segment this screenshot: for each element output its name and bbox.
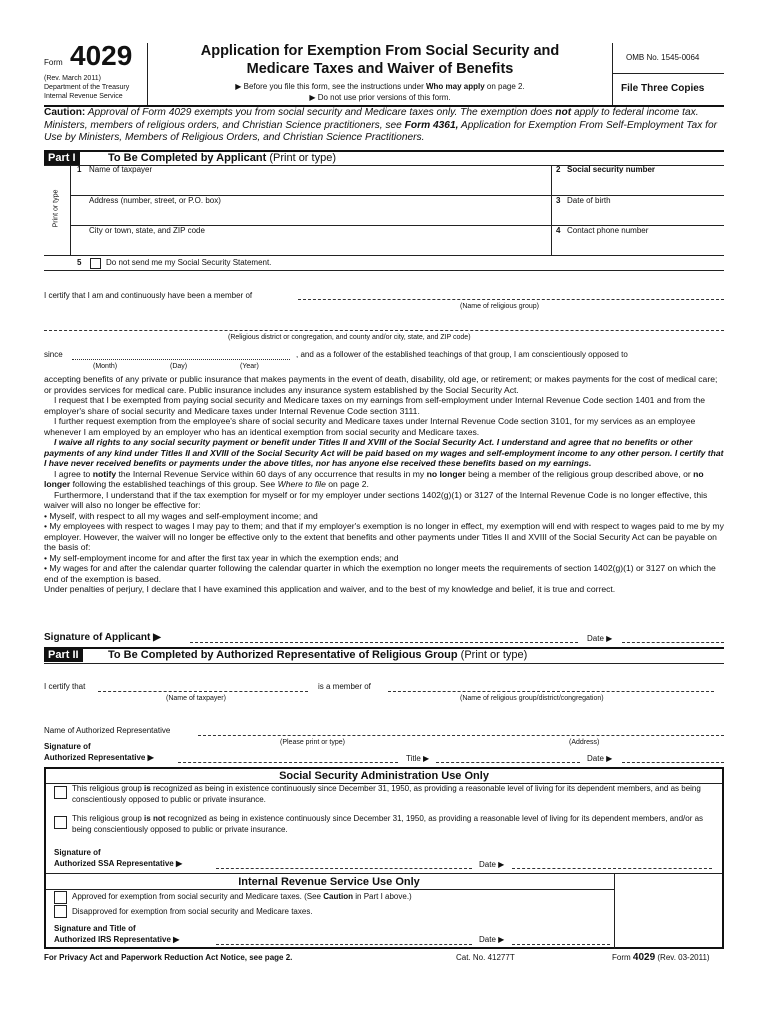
para-notify [44, 469, 724, 490]
part1-body [44, 374, 724, 595]
name-group-caption: (Name of religious group) [460, 303, 539, 310]
irs-date-label: Date ▶ [479, 935, 505, 944]
auth-rep-date-label: Date ▶ [587, 754, 613, 763]
ssa-not-recognized-checkbox[interactable] [54, 816, 67, 829]
privacy-notice: For Privacy Act and Paperwork Reduction Act Notice, see page 2. [44, 953, 293, 962]
irs-approved-checkbox[interactable] [54, 891, 67, 904]
ssn-input[interactable] [556, 176, 722, 194]
name-of-taxpayer-label: Name of taxpayer [89, 165, 153, 174]
part2-name-group-caption: (Name of religious group/district/congregation) [460, 695, 604, 702]
ssa-signature-label-2: Authorized SSA Representative ▶ [54, 859, 183, 868]
notify-c: the Internal Revenue Service within 60 days of any occurrence that results in my [116, 468, 427, 479]
no-ss-statement-label: Do not send me my Social Security Statement. [106, 258, 272, 267]
applicant-date-input[interactable] [622, 642, 724, 643]
para-request-1: I request that I be exempted from paying social security and Medicare taxes on my earnings from self-employment under Internal Revenue Code section 1401 and from the employer's share of social security and Medicare taxes under Internal Revenue Code section 3111. [44, 395, 706, 416]
irs-disapproved-checkbox[interactable] [54, 905, 67, 918]
notify-where-to-file: Where to file [277, 479, 326, 489]
applicant-date-label: Date ▶ [587, 634, 613, 643]
part2-tag: Part II [44, 648, 83, 662]
footer-form-number: 4029 [632, 952, 656, 963]
ssa-opt2-a: This religious group [72, 814, 145, 823]
bullet-wages: • My wages for and after the calendar quarter following the calendar quarter in which the exemption no longer meets the requirements of section 1402(g)(1) or 3127 on which the end of the exemption is based. [44, 563, 716, 584]
omb-number: OMB No. 1545-0064 [626, 53, 700, 62]
para-furthermore: Furthermore, I understand that if the tax exemption for myself or for my employer under sections 1402(g)(1) or 3127 of the Internal Revenue Code is no longer effective, this waiver will also no longer be effective for: [44, 489, 708, 510]
footer-rev: (Rev. 03-2011) [657, 953, 710, 962]
dob-label: Date of birth [567, 196, 611, 205]
ssn-label: Social security number [567, 165, 656, 174]
dob-input[interactable] [556, 206, 722, 224]
caution-part2: Approval of Form 4029 exempts you from social security and Medicare taxes only. The exemption does [85, 107, 556, 118]
ssa-opt1-c: recognized as being in existence continuously since December 31, 1950, as providing a reasonable level of living for its dependent members, and as being conscientiously opposed to public or private insurance. [72, 784, 701, 804]
form-number: 4029 [70, 40, 133, 71]
instructions-line1 [150, 82, 610, 91]
ssa-opt2-is-not: is not [144, 814, 166, 823]
instr-text-c: on page 2. [484, 82, 525, 91]
auth-rep-name-input[interactable] [198, 735, 724, 736]
auth-rep-signature-label-1: Signature of [44, 742, 91, 751]
field2-num: 2 [556, 165, 561, 174]
ssa-heading: Social Security Administration Use Only [279, 770, 489, 782]
ssa-date-label: Date ▶ [479, 860, 505, 869]
part2-name-taxpayer-caption: (Name of taxpayer) [166, 695, 226, 702]
form-title-line1: Application for Exemption From Social Security and [200, 43, 560, 59]
religious-district-input[interactable] [44, 330, 724, 331]
since-date-input[interactable] [72, 359, 290, 360]
ssa-opt1-is: is [144, 784, 151, 793]
city-input[interactable] [89, 236, 544, 254]
ssa-signature-label-1: Signature of [54, 848, 101, 857]
caution-form4361: Form 4361, [404, 119, 459, 131]
caution-part6: Application for Exemption From Self-Employment Tax for Use by Ministers, Members of Religious Orders, and Christian Science Practitioners. [44, 119, 718, 143]
instr-link-who-may-apply: Who may apply [425, 82, 485, 91]
part1-title-suffix: (Print or type) [266, 152, 336, 164]
address-caption: (Address) [569, 739, 600, 746]
caution-text [44, 107, 724, 145]
part1-title-text: To Be Completed by Applicant [108, 152, 267, 164]
ssa-recognized-text [72, 784, 712, 805]
caution-part4: apply to federal income tax. Ministers, members of religious orders, and Christian Science practitioners, see [44, 107, 699, 131]
bullet-employees: • My employees with respect to wages I may pay to them; and that if my employer's exemption is no longer in effect, my exemption will end with respect to wages paid to me by my employer. However, the waiver will no longer be effective only to the extent that benefits and other payments under Titles II and XVIII of the Social Security Act can be payable on the basis of: [44, 521, 724, 552]
form-word: Form [44, 58, 63, 67]
footer-form-id [612, 952, 710, 963]
field1-num: 1 [77, 165, 82, 174]
auth-rep-date-input[interactable] [622, 762, 724, 763]
footer-form-word: Form [612, 953, 631, 962]
notify-b: notify [92, 468, 117, 479]
since-label: since [44, 350, 63, 359]
no-ss-statement-checkbox[interactable] [90, 258, 101, 269]
city-label: City or town, state, and ZIP code [89, 226, 205, 235]
instr-text-a: ▶ Before you file this form, see the instructions under [235, 82, 426, 91]
instructions-line2: ▶ Do not use prior versions of this form. [309, 93, 451, 102]
dept-irs: Internal Revenue Service [44, 93, 123, 100]
dept-treasury: Department of the Treasury [44, 84, 130, 91]
bullet-myself: • Myself, with respect to all my wages and self-employment income; and [44, 510, 318, 521]
irs-signature-label-2: Authorized IRS Representative ▶ [54, 935, 180, 944]
notify-g: following the established teachings of this group. See [70, 479, 278, 489]
part2-title-text: To Be Completed by Authorized Representative of Religious Group [108, 649, 458, 661]
day-caption: (Day) [170, 363, 188, 370]
field5-num: 5 [77, 258, 82, 267]
address-label: Address (number, street, or P.O. box) [89, 196, 221, 205]
part2-taxpayer-name-input[interactable] [98, 691, 308, 692]
para-request-2: I further request exemption from the employee's share of social security and Medicare taxes under Internal Revenue Code section 3101, for my services as an employee whenever I am employed by an employer who has an identical exemption from social security and Medicare taxes. [44, 416, 696, 437]
part2-title-suffix: (Print or type) [457, 649, 528, 661]
month-caption: (Month) [93, 363, 118, 370]
file-three-copies: File Three Copies [621, 83, 705, 94]
part2-title [108, 648, 527, 662]
notify-d: no longer [426, 468, 466, 479]
print-or-type-side-label: Print or type [52, 189, 60, 228]
certify-member-label: I certify that I am and continuously have been a member of [44, 291, 253, 300]
ssa-recognized-checkbox[interactable] [54, 786, 67, 799]
address-input[interactable] [89, 206, 544, 224]
year-caption: (Year) [240, 363, 259, 370]
print-or-type-caption: (Please print or type) [280, 739, 345, 746]
caution-label: Caution: [44, 107, 86, 118]
ssa-date-input[interactable] [512, 868, 712, 869]
district-caption: (Religious district or congregation, and county and/or city, state, and ZIP code) [228, 334, 471, 341]
phone-label: Contact phone number [567, 226, 649, 235]
field3-num: 3 [556, 196, 561, 205]
irs-approve-c: in Part I above.) [353, 892, 412, 901]
field4-num: 4 [556, 226, 561, 235]
perjury-statement: Under penalties of perjury, I declare that I have examined this application and waiver, and to the best of my knowledge and belief, it is true and correct. [44, 584, 616, 594]
phone-input[interactable] [556, 236, 722, 254]
irs-signature-label-1: Signature and Title of [54, 924, 136, 933]
para-benefits: accepting benefits of any private or public insurance that makes payments in the event of death, disability, old age, or retirement; or makes payments for the cost of medical care; or provides services for medical care. Public insurance includes any insurance system established by the Social Security Act. [44, 374, 718, 395]
part1-title [108, 151, 336, 165]
applicant-signature-label: Signature of Applicant ▶ [44, 632, 161, 643]
auth-rep-signature-input[interactable] [178, 762, 398, 763]
irs-disapproved-text: Disapproved for exemption from social security and Medicare taxes. [72, 907, 313, 916]
name-of-taxpayer-input[interactable] [89, 176, 544, 194]
auth-rep-title-input[interactable] [436, 762, 580, 763]
since-tail-text: , and as a follower of the established teachings of that group, I am conscientiously opposed to [296, 350, 628, 359]
part2-group-name-input[interactable] [388, 691, 714, 692]
auth-rep-name-label: Name of Authorized Representative [44, 726, 171, 735]
part1-tag: Part I [44, 151, 80, 165]
auth-rep-signature-label-2: Authorized Representative ▶ [44, 753, 154, 762]
caution-not: not [555, 107, 572, 118]
irs-signature-input[interactable] [216, 944, 472, 945]
part2-member-of-label: is a member of [318, 682, 371, 691]
notify-i: on page 2. [325, 479, 369, 489]
ssa-not-recognized-text [72, 814, 712, 835]
irs-date-input[interactable] [512, 944, 610, 945]
notify-f: no longer [44, 468, 704, 489]
cat-number: Cat. No. 41277T [456, 953, 515, 962]
ssa-opt2-c: recognized as being in existence continuously since December 31, 1950, as providing a reasonable level of living for its dependent members, and/or as being conscientiously opposed to public or private insurance. [72, 814, 704, 834]
form-title-line2: Medicare Taxes and Waiver of Benefits [246, 61, 514, 77]
part2-certify-label: I certify that [44, 682, 86, 691]
religious-group-input[interactable] [298, 299, 724, 300]
irs-approved-text [72, 892, 412, 901]
applicant-signature-input[interactable] [190, 642, 578, 643]
ssa-opt1-a: This religious group [72, 784, 145, 793]
rev-date: (Rev. March 2011) [44, 75, 101, 82]
irs-approve-a: Approved for exemption from social security and Medicare taxes. (See [72, 892, 324, 901]
irs-heading: Internal Revenue Service Use Only [238, 876, 420, 888]
notify-e: being a member of the religious group described above, or [465, 468, 694, 479]
irs-approve-caution: Caution [323, 892, 354, 901]
ssa-signature-input[interactable] [216, 868, 472, 869]
para-waiver: I waive all rights to any social security payment or benefit under Titles II and XVIII of the Social Security Act. I understand and agree that no benefits or other payments of any kind under Titles II and XVIII of the Social Security Act will be paid based on my wages and self-employment income to any other person. I certify that I have never received benefits or payments under the above titles, nor has anyone else received these benefits based on my earnings. [44, 437, 724, 468]
auth-rep-title-label: Title ▶ [406, 754, 430, 763]
notify-a: I agree to [54, 468, 93, 479]
bullet-self-employment: • My self-employment income for and after the first tax year in which the exemption ends; and [44, 552, 399, 563]
